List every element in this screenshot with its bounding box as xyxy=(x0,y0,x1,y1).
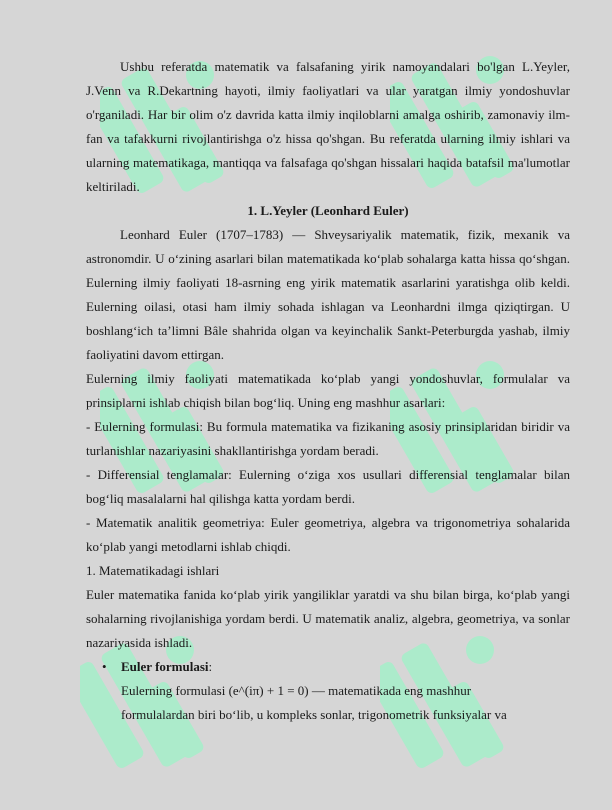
subsection-heading: 1. Matematikadagi ishlari xyxy=(86,563,220,578)
bullet-line-1: Eulerning formulasi (e^(iπ) + 1 = 0) — matematikada eng mashhur xyxy=(121,683,472,698)
math-work-paragraph: Euler matematika fanida ko‘plab yirik yangiliklar yaratdi va shu bilan birga, ko‘plab yangi sohalarning rivojlanishiga yordam berdi. U matematik analiz, algebra, geometriya, va sonlar nazariyasida ishladi. xyxy=(86,587,570,650)
biography-paragraph: Leonhard Euler (1707–1783) — Shveysariyalik matematik, fizik, mexanik va astronomdir. U o‘zining asarlari bilan matematikada ko‘plab sohalarga katta hissa qo‘shgan. Eulerning ilmiy faoliyati 18-asrning eng yirik matematik asarlarini yaratishga olib keldi. Eulerning oilasi, otasi ham ilmiy sohada ishlagan va Leonhardni ilmga qiziqtirgan. U boshlang‘ich ta’limni Bâle shahrida olgan va keyinchalik Sankt-Peterburgda yashab, ilmiy faoliyatini davom ettirgan. xyxy=(86,227,570,362)
intro-paragraph: Ushbu referatda matematik va falsafaning yirik namoyandalari bo'lgan L.Yeyler, J.Venn va R.Dekartning hayoti, ilmiy faoliyatlari va ular yaratgan ilmiy yondoshuvlar o'rganiladi. Har bir olim o'z davrida katta ilmiy inqiloblarni amalga oshirib, zamonaviy ilm-fan va tafakkurni rivojlantirishga o'z hissa qo'shgan. Bu referatda ularning ilmiy ishlari va ularning matematikaga, mantiqqa va falsafaga qo'shgan hissalari haqida batafsil ma'lumotlar keltiriladi. xyxy=(86,59,570,194)
works-item-formula: - Eulerning formulasi: Bu formula matematika va fizikaning asosiy prinsiplaridan biridir va turlanishlar nazariyasini shakllantirishga yordam beradi. xyxy=(86,419,570,458)
bullet-line-2: formulalardan biri bo‘lib, u kompleks sonlar, trigonometrik funksiyalar va xyxy=(121,707,507,722)
bullet-colon: : xyxy=(208,659,213,674)
bullet-list xyxy=(86,655,570,727)
document-body xyxy=(86,55,570,727)
works-item-geometry: - Matematik analitik geometriya: Euler geometriya, algebra va trigonometriya sohalarida ko‘plab yangi metodlarni ishlab chiqdi. xyxy=(86,515,570,554)
bullet-icon: • xyxy=(102,659,107,674)
activity-paragraph: Eulerning ilmiy faoliyati matematikada ko‘plab yangi yondoshuvlar, formulalar va prinsiplarni ishlab chiqish bilan bog‘liq. Uning eng mashhur asarlari: xyxy=(86,371,570,410)
works-item-differential: - Differensial tenglamalar: Eulerning o‘ziga xos usullari differensial tenglamalar bilan bog‘liq masalalarni hal qilishga katta yordam berdi. xyxy=(86,467,570,506)
list-item xyxy=(86,655,570,727)
bullet-title: Euler formulasi xyxy=(121,659,209,674)
section-heading: 1. L.Yeyler (Leonhard Euler) xyxy=(247,203,409,218)
